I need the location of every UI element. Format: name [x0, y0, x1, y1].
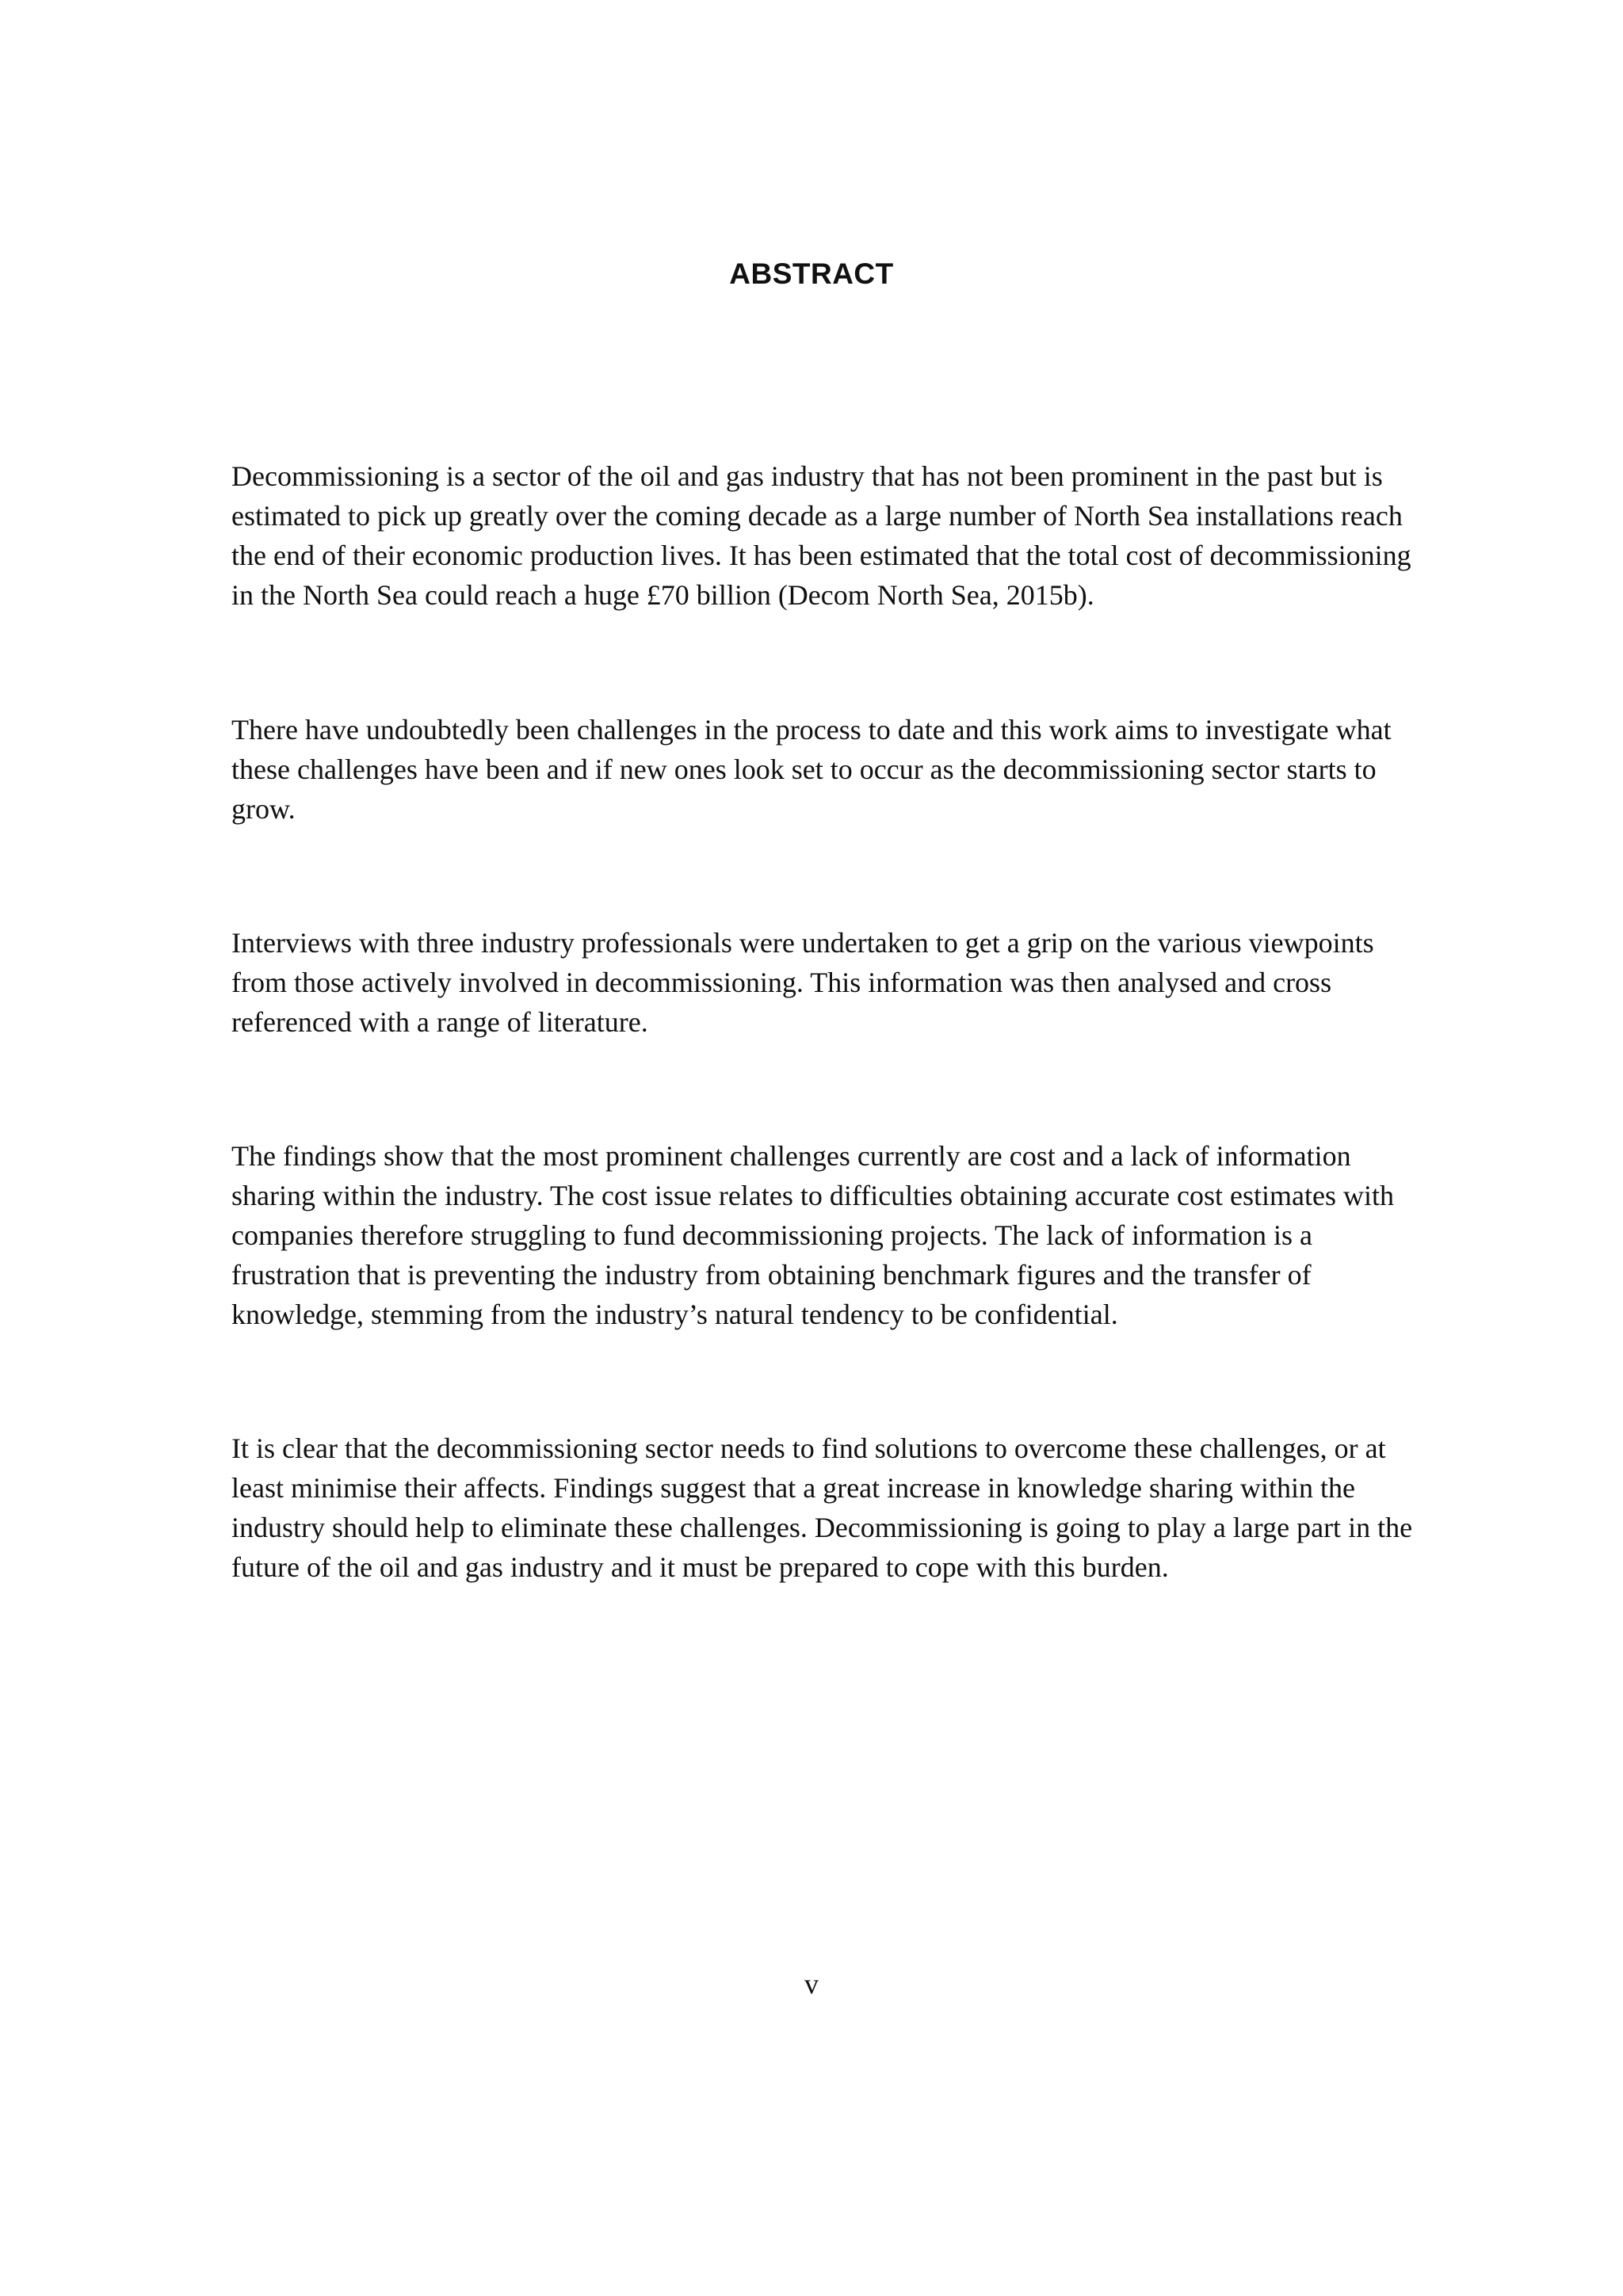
page-number: v	[804, 1968, 819, 2000]
abstract-paragraph-1: Decommissioning is a sector of the oil and gas industry that has not been prominent in the past but is estimated to pick up greatly over the coming decade as a large number of North Sea installations reach the end of their economic production lives. It has been estimated that the total cost of decommissioning in the North Sea could reach a huge £70 billion (Decom North Sea, 2015b).	[231, 460, 1411, 611]
abstract-paragraph-5: It is clear that the decommissioning sector needs to find solutions to overcome these challenges, or at least minimise their affects. Findings suggest that a great increase in knowledge sharing within the industry should help to eliminate these challenges. Decommissioning is going to play a large part in the future of the oil and gas industry and it must be prepared to cope with this burden.	[231, 1432, 1413, 1583]
abstract-paragraph-4: The findings show that the most prominent challenges currently are cost and a lack of information sharing within the industry. The cost issue relates to difficulties obtaining accurate cost estimates with companies therefore struggling to fund decommissioning projects. The lack of information is a frustration that is preventing the industry from obtaining benchmark figures and the transfer of knowledge, stemming from the industry’s natural tendency to be confidential.	[231, 1140, 1394, 1330]
abstract-paragraph-3: Interviews with three industry professionals were undertaken to get a grip on the various viewpoints from those actively involved in decommissioning. This information was then analysed and cross referenced with a range of literature.	[231, 927, 1374, 1038]
abstract-paragraph-2: There have undoubtedly been challenges in the process to date and this work aims to investigate what these challenges have been and if new ones look set to occur as the decommissioning sector starts to grow.	[231, 714, 1392, 825]
abstract-heading: ABSTRACT	[729, 257, 894, 290]
